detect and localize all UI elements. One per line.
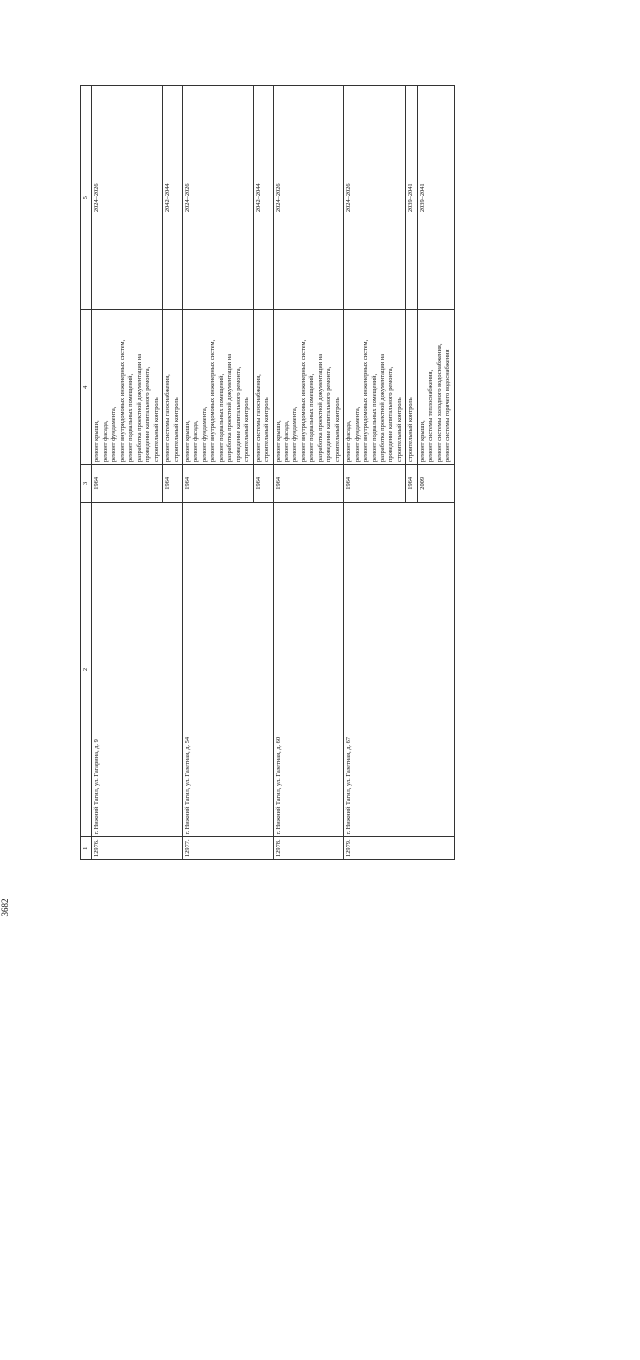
repair-work-item: ремонт крыши, — [93, 420, 101, 463]
repair-works — [182, 310, 253, 465]
repair-work-item: разработка проектной документации на — [226, 353, 234, 463]
repair-work-item: ремонт фундамента, — [353, 406, 361, 463]
repair-work-item: ремонт системы газоснабжения, — [254, 374, 262, 463]
rotated-table-container — [80, 85, 600, 860]
repair-work-item: строительный контроль — [263, 397, 271, 463]
commission-year: 1964 — [344, 465, 406, 503]
table-row — [92, 86, 163, 860]
table-row — [182, 86, 253, 860]
entry-address: г. Нижний Тагил, ул. Газетная, д. 60 — [273, 502, 344, 837]
table-row — [344, 86, 406, 860]
repair-work-item: ремонт фундамента, — [110, 406, 118, 463]
repair-work-item: ремонт крыши, — [274, 420, 282, 463]
capital-repair-table — [80, 85, 455, 860]
repair-work-item: ремонт фундамента, — [291, 406, 299, 463]
column-header: 2 — [81, 502, 92, 837]
repair-work-item: ремонт подвальных помещений, — [217, 373, 225, 463]
repair-work-item: проведение капитального ремонта, — [144, 366, 152, 463]
repair-work-item: ремонт крыши, — [183, 420, 191, 463]
entry-address: г. Нижний Тагил, ул. Газетная, д. 54 — [182, 502, 273, 837]
repair-work-item: ремонт крыши, — [418, 420, 426, 463]
column-header: 3 — [81, 465, 92, 503]
repair-work-item: строительный контроль — [152, 397, 160, 463]
repair-work-item: ремонт подвальных помещений, — [308, 373, 316, 463]
page-number: 3682 — [0, 898, 10, 917]
repair-work-item: проведение капитального ремонта, — [234, 366, 242, 463]
repair-period: 2042–2044 — [253, 86, 273, 311]
column-number-row — [81, 86, 92, 860]
repair-work-item: разработка проектной документации на — [135, 353, 143, 463]
repair-period: 2039–2041 — [417, 86, 454, 311]
repair-works — [344, 310, 406, 465]
repair-period: 2042–2044 — [163, 86, 183, 311]
repair-work-item: ремонт системы теплоснабжения, — [427, 369, 435, 463]
entry-number: 12978. — [273, 837, 344, 860]
repair-period: 2024–2026 — [344, 86, 406, 311]
column-header: 4 — [81, 310, 92, 465]
repair-work-item: строительный контроль — [395, 397, 403, 463]
repair-work-item: ремонт подвальных помещений, — [370, 373, 378, 463]
repair-works — [273, 310, 344, 465]
repair-work-item: разработка проектной документации на — [316, 353, 324, 463]
repair-work-item: проведение капитального ремонта, — [387, 366, 395, 463]
repair-work-item: ремонт фасада, — [101, 420, 109, 463]
repair-work-item: строительный контроль — [333, 397, 341, 463]
repair-works — [163, 310, 183, 465]
commission-year: 1964 — [92, 465, 163, 503]
repair-work-item: ремонт фасада, — [282, 420, 290, 463]
commission-year: 1964 — [253, 465, 273, 503]
repair-work-item: ремонт внутридомовых инженерных систем, — [209, 339, 217, 463]
commission-year: 2009 — [417, 465, 454, 503]
column-header: 5 — [81, 86, 92, 311]
repair-work-item: ремонт системы газоснабжения, — [164, 374, 172, 463]
repair-work-item: ремонт внутридомовых инженерных систем, — [118, 339, 126, 463]
repair-works — [417, 310, 454, 465]
repair-works — [92, 310, 163, 465]
repair-works — [406, 310, 417, 465]
repair-work-item: ремонт внутридомовых инженерных систем, — [362, 339, 370, 463]
repair-period: 2039–2041 — [406, 86, 417, 311]
repair-work-item: разработка проектной документации на — [378, 353, 386, 463]
commission-year: 1964 — [163, 465, 183, 503]
repair-period: 2024–2026 — [92, 86, 163, 311]
commission-year: 1964 — [273, 465, 344, 503]
entry-number: 12977. — [182, 837, 273, 860]
column-header: 1 — [81, 837, 92, 860]
commission-year: 1964 — [406, 465, 417, 503]
repair-work-item: строительный контроль — [407, 397, 415, 463]
repair-work-item: ремонт подвальных помещений, — [127, 373, 135, 463]
repair-work-item: проведение капитального ремонта, — [325, 366, 333, 463]
repair-work-item: ремонт фасада, — [345, 420, 353, 463]
table-row — [273, 86, 344, 860]
repair-work-item: ремонт фасада, — [192, 420, 200, 463]
entry-address: г. Нижний Тагил, ул. Гагарина, д. 9 — [92, 502, 183, 837]
repair-work-item: ремонт внутридомовых инженерных систем, — [299, 339, 307, 463]
repair-period: 2024–2026 — [182, 86, 253, 311]
entry-address: г. Нижний Тагил, ул. Газетная, д. 67 — [344, 502, 454, 837]
repair-works — [253, 310, 273, 465]
table-body — [92, 86, 454, 860]
entry-number: 12979. — [344, 837, 454, 860]
repair-period: 2024–2026 — [273, 86, 344, 311]
repair-work-item: строительный контроль — [172, 397, 180, 463]
repair-work-item: строительный контроль — [243, 397, 251, 463]
repair-work-item: ремонт фундамента, — [200, 406, 208, 463]
repair-work-item: ремонт системы холодного водоснабжения, — [435, 343, 443, 463]
repair-work-item: ремонт системы горячего водоснабжения — [444, 349, 452, 463]
entry-number: 12976. — [92, 837, 183, 860]
commission-year: 1964 — [182, 465, 253, 503]
